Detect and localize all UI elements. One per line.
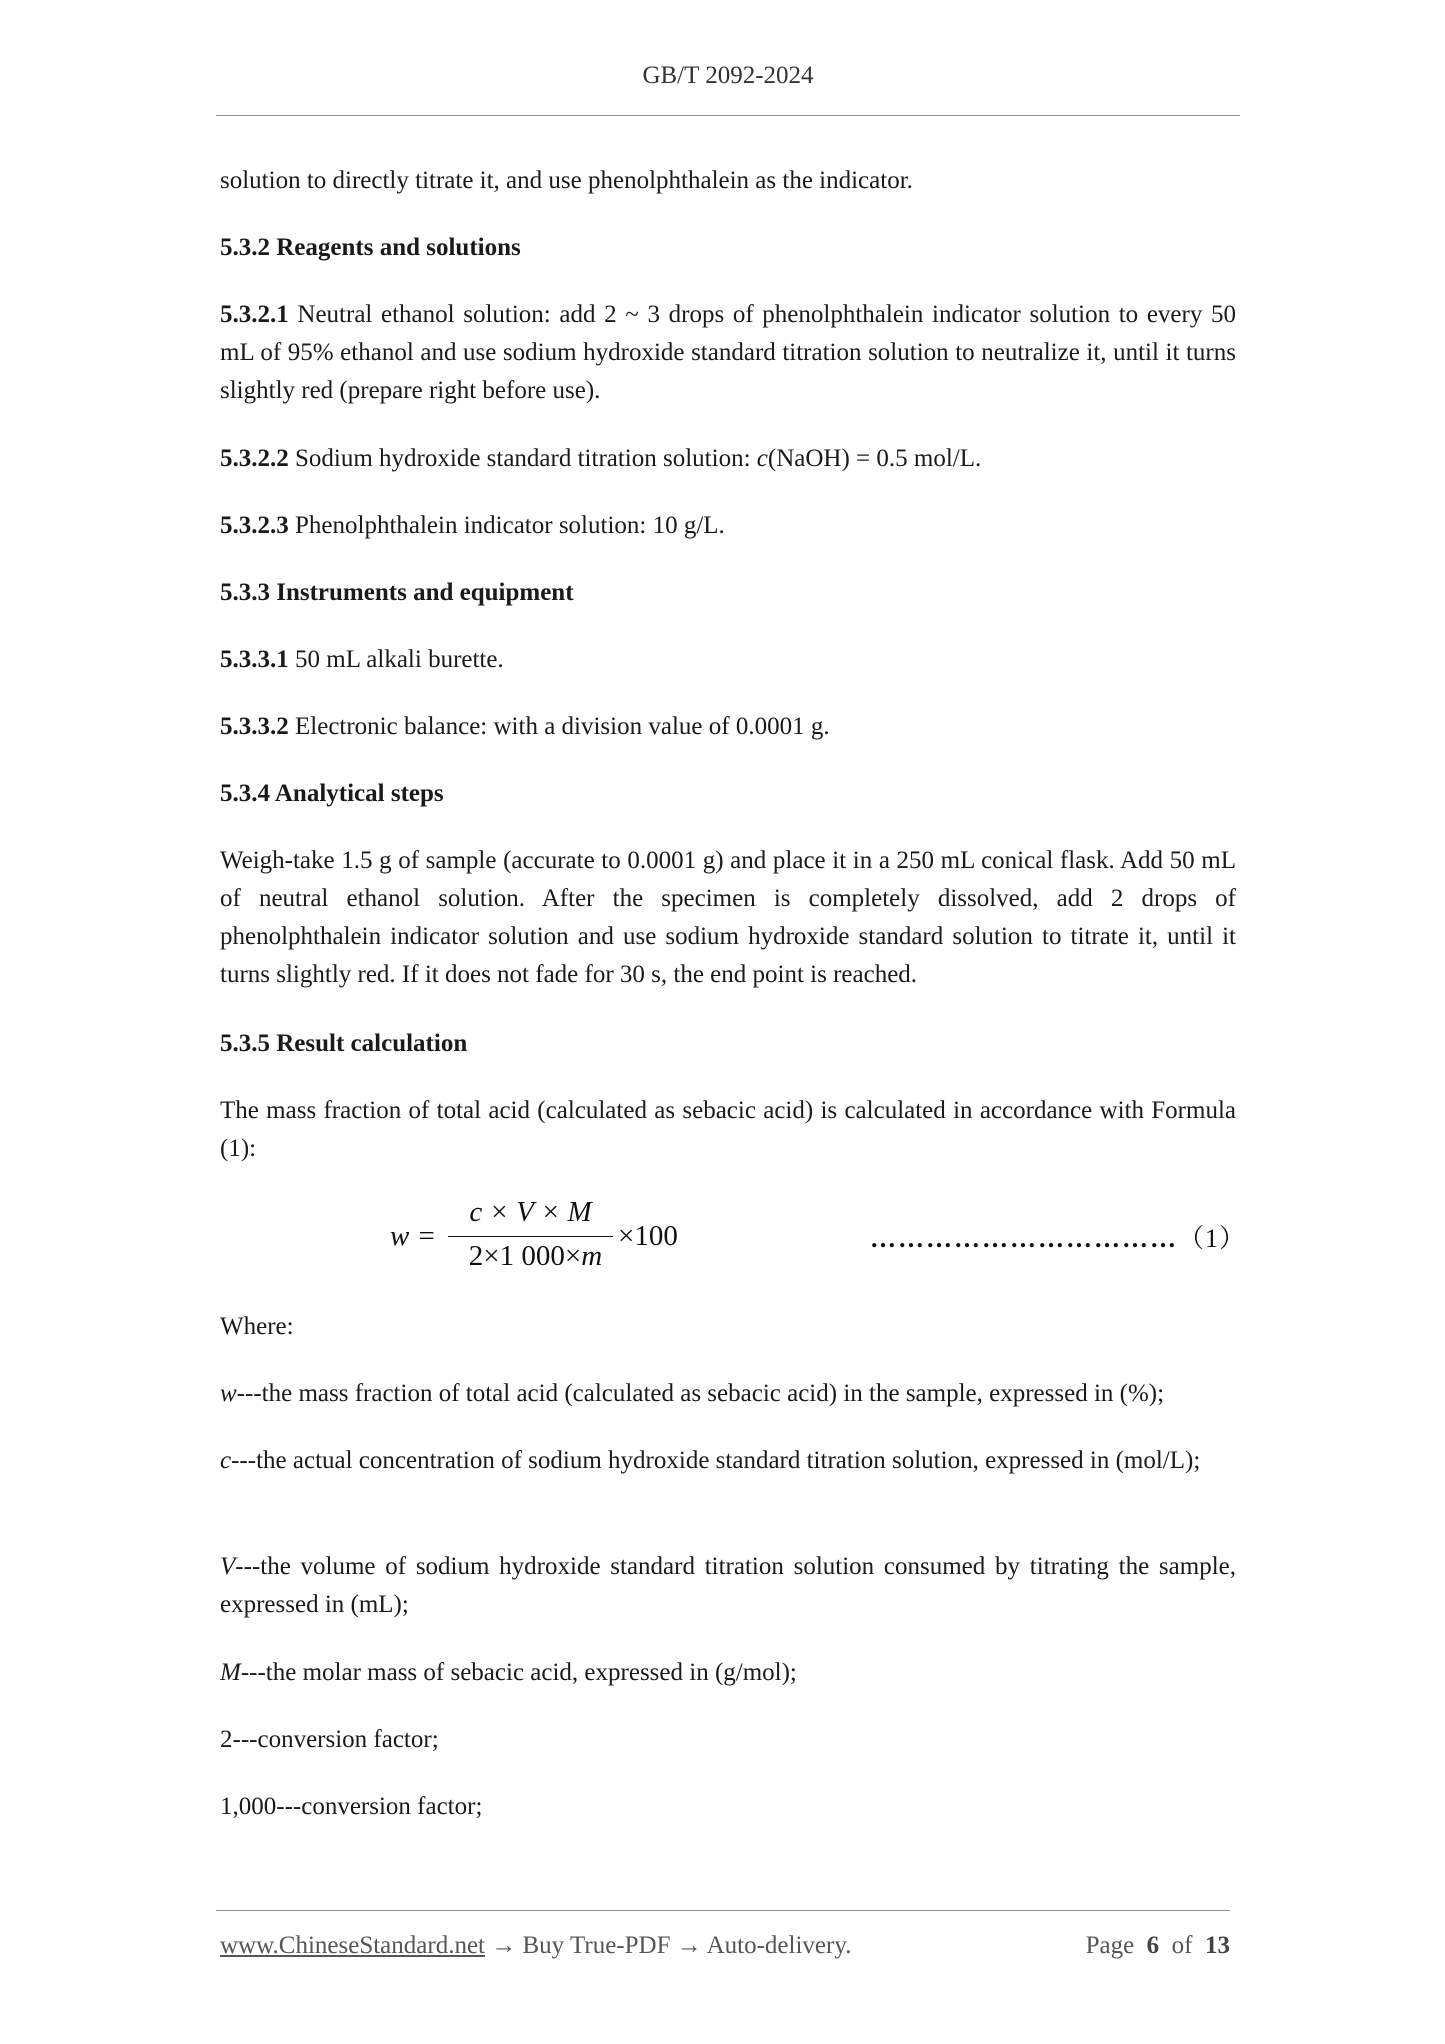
- formula-lhs: w =: [390, 1220, 437, 1252]
- heading-5-3-5: 5.3.5 Result calculation: [220, 1030, 468, 1057]
- variable-v: V: [220, 1553, 236, 1580]
- page-total: 13: [1205, 1932, 1230, 1959]
- formula-rhs: ×100: [618, 1220, 678, 1252]
- heading-5-3-2: 5.3.2 Reagents and solutions: [220, 234, 521, 261]
- definition-v: [220, 1548, 1236, 1624]
- paragraph-5-3-2-1: [220, 296, 1236, 410]
- paragraph-result-calculation: The mass fraction of total acid (calculated as sebacic acid) is calculated in accordance with Formula (1):: [220, 1097, 1236, 1162]
- document-header-code: GB/T 2092-2024: [642, 62, 814, 89]
- formula-denominator-var: m: [581, 1240, 603, 1272]
- fraction-bar: [448, 1236, 613, 1237]
- paragraph-5-3-3-2: [220, 708, 1236, 746]
- definition-c: [220, 1442, 1236, 1480]
- of-label: of: [1171, 1932, 1193, 1959]
- formula-numerator: [448, 1196, 613, 1229]
- definition-1000: 1,000---conversion factor;: [220, 1793, 483, 1820]
- page-number: 6: [1146, 1932, 1160, 1959]
- definition-text: ---the volume of sodium hydroxide standard titration solution consumed by titrating the sample, expressed in (mL);: [220, 1553, 1236, 1618]
- formula-denominator-text: 2×1 000×: [468, 1240, 582, 1272]
- formula-denominator: [448, 1240, 623, 1273]
- definition-text: ---the molar mass of sebacic acid, expressed in (g/mol);: [240, 1659, 797, 1686]
- definition-2: 2---conversion factor;: [220, 1726, 439, 1753]
- clause-text: Sodium hydroxide standard titration solution:: [288, 445, 757, 472]
- variable-c: c: [220, 1447, 232, 1474]
- clause-number: 5.3.2.3: [220, 512, 289, 539]
- clause-text: Neutral ethanol solution: add 2 ~ 3 drops of phenolphthalein indicator solution to every 50 mL of 95% ethanol and use sodium hydroxide standard titration solution to neutralize it, until it turns slightly red (prepare right before use).: [220, 301, 1236, 404]
- paragraph-analytical-steps: Weigh-take 1.5 g of sample (accurate to 0.0001 g) and place it in a 250 mL conical flask. Add 50 mL of neutral ethanol solution. After the specimen is completely dissolved, add 2 drops of phenolphthalein indicator solution and use sodium hydroxide standard solution to titrate it, until it turns slightly red. If it does not fade for 30 s, the end point is reached.: [220, 847, 1236, 988]
- definition-m: [220, 1654, 1236, 1692]
- definition-text: ---the actual concentration of sodium hydroxide standard titration solution, expressed in (mol/L);: [231, 1447, 1201, 1474]
- formula-leader-dots: ……………………………: [870, 1224, 1178, 1253]
- clause-text: Electronic balance: with a division value of 0.0001 g.: [288, 713, 830, 740]
- page-indicator: [1086, 1932, 1230, 1960]
- formula-numerator-text: c × V × M: [469, 1196, 592, 1228]
- page-footer: [220, 1932, 1230, 1966]
- definition-w: [220, 1375, 1236, 1413]
- heading-5-3-3: 5.3.3 Instruments and equipment: [220, 579, 574, 606]
- paragraph-where: Where:: [220, 1313, 294, 1340]
- clause-number: 5.3.3.2: [220, 713, 289, 740]
- paragraph-5-3-2-2: [220, 440, 1236, 478]
- footer-promo: [220, 1932, 851, 1960]
- footer-divider: [216, 1910, 1230, 1911]
- variable-w: w: [220, 1380, 237, 1407]
- clause-text: 50 mL alkali burette.: [288, 646, 504, 673]
- clause-number: 5.3.2.1: [220, 301, 289, 328]
- site-link[interactable]: www.ChineseStandard.net: [220, 1932, 485, 1959]
- page-label: Page: [1085, 1932, 1135, 1959]
- formula-number: （1）: [1178, 1224, 1247, 1253]
- header-divider: [216, 115, 1240, 116]
- clause-text: Phenolphthalein indicator solution: 10 g/L.: [288, 512, 725, 539]
- paragraph-5-3-3-1: [220, 641, 1236, 679]
- heading-5-3-4: 5.3.4 Analytical steps: [220, 780, 444, 807]
- paragraph-5-3-2-3: [220, 507, 1236, 545]
- clause-number: 5.3.3.1: [220, 646, 289, 673]
- variable-m: M: [220, 1659, 241, 1686]
- clause-number: 5.3.2.2: [220, 445, 289, 472]
- clause-text: (NaOH) = 0.5 mol/L.: [767, 445, 982, 472]
- formula-leader-and-number: [870, 1218, 1246, 1255]
- variable-c: c: [756, 445, 768, 472]
- definition-text: ---the mass fraction of total acid (calculated as sebacic acid) in the sample, expressed in (%);: [236, 1380, 1165, 1407]
- footer-promo-text: → Buy True-PDF → Auto-delivery.: [485, 1932, 852, 1959]
- paragraph-intro: solution to directly titrate it, and use phenolphthalein as the indicator.: [220, 167, 913, 194]
